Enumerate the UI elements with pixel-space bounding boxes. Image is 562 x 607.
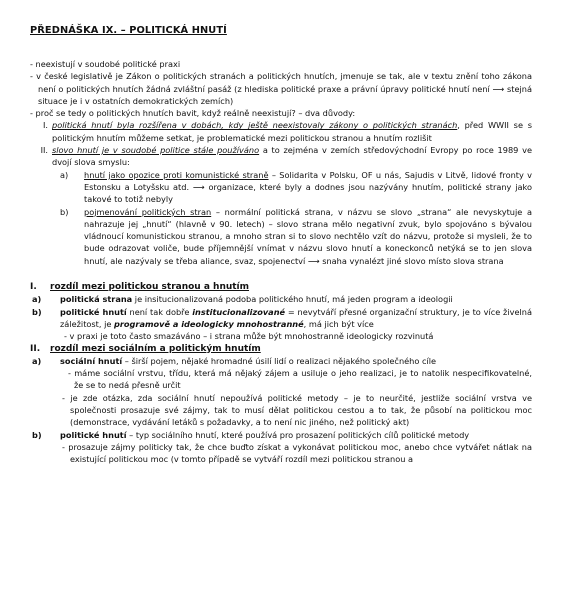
section-2b-text: – typ sociálního hnutí, které používá pro prosazení politických cílů politické metody: [126, 429, 470, 440]
reason-1-text: , před WWII se s politickým hnutím můžeme setkat, je problematické mezi politickou stranou a hnutím rozlišit: [52, 120, 532, 143]
reason-2a-text: – Solidarita v Polsku, OF u nás, Sajudis v Litvě, lidové fronty v Estonsku a Lotyšsku atd. ⟶ organizace, které byly a dodnes jsou nazývány hnutím, politické strany jako takové to totiž nebyly: [84, 169, 532, 205]
section-2a-detail-2: - je zde otázka, zda sociální hnutí nepoužívá politické metody – je to neurčité, jestliže sociální vrstva ve společnosti prosazuje své zájmy, tak to musí dělat politickou cestou a to tak, že působí na politickou moc (demonstrace, vydávání letáků s požadavky, a to není nic jiného, než politický akt): [62, 392, 532, 428]
document-body: [30, 58, 532, 466]
section-1b-text-2: = nevytváří přesné organizační struktury, je to více živelná záležitost, je: [60, 306, 532, 329]
section-1b-emphasis-2: programově a ideologicky mnohostranné: [114, 318, 304, 329]
section-2a: [30, 355, 532, 367]
section-2b-term: politické hnutí: [60, 429, 127, 440]
section-2a-letter: a): [32, 355, 42, 366]
section-1b-emphasis-1: institucionalizované: [192, 306, 286, 317]
section-1-heading: [30, 281, 532, 293]
section-1-number: I.: [30, 282, 37, 293]
reason-2a-underlined: hnutí jako opozice proti komunistické straně: [84, 169, 269, 180]
section-1a: [30, 293, 532, 305]
intro-line-1: - neexistují v soudobé politické praxi: [30, 59, 181, 69]
section-2a-term: sociální hnutí: [60, 355, 123, 366]
reason-1-number: I.: [42, 120, 48, 131]
page-title: PŘEDNÁŠKA IX. – POLITICKÁ HNUTÍ: [30, 25, 227, 36]
section-2b: [30, 429, 532, 441]
section-1b-term: politické hnutí: [60, 306, 127, 317]
reason-2a-letter: a): [60, 169, 69, 180]
section-1b: [30, 306, 532, 331]
section-1-note: - v praxi je toto často smazáváno – i strana může být mnohostranně ideologicky rozvinutá: [64, 331, 434, 342]
section-1a-term: politická strana: [60, 294, 133, 305]
reason-2-number: II.: [40, 145, 48, 156]
reason-2b-underlined: pojmenování politických stran: [84, 206, 212, 217]
reason-1-underlined: politická hnutí byla rozšířena v dobách, kdy ještě neexistovaly zákony o politických stranách: [52, 120, 458, 131]
section-1a-text: je insitucionalizovaná podoba politického hnutí, má jeden program a ideologii: [132, 294, 453, 305]
section-2b-detail-1: - prosazuje zájmy politicky tak, že chce buďto získat a vykonávat politickou moc, anebo chce vytvářet nátlak na existující politickou moc (v tomto případě se vytváří rozdíl mezi politickou stranou a: [62, 441, 532, 465]
reason-1: [30, 119, 532, 144]
reason-2b-letter: b): [60, 206, 69, 217]
section-1b-letter: b): [32, 306, 42, 317]
reason-2b: [30, 206, 532, 267]
section-2a-detail-1: - máme sociální vrstvu, třídu, která má nějaký zájem a usiluje o jeho realizaci, je to natolik nespecifikovatelné, že se to nedá přesně určit: [68, 368, 532, 391]
intro-line-3: - proč se tedy o politických hnutích bavit, když reálně neexistují? – dva důvody:: [30, 108, 356, 119]
section-1b-text-3: , má jich být více: [303, 318, 374, 329]
section-1-title: rozdíl mezi politickou stranou a hnutím: [50, 282, 250, 293]
reason-2-underlined: slovo hnutí je v soudobé politice stále používáno: [52, 145, 260, 156]
section-2b-letter: b): [32, 429, 42, 440]
reason-2a: [30, 169, 532, 206]
section-2-number: II.: [30, 343, 41, 354]
reason-2-text: a to zejména v zemích středovýchodní Evropy po roce 1989 ve dvojí slova smyslu:: [52, 145, 532, 168]
section-1a-letter: a): [32, 294, 42, 305]
reason-2: [30, 144, 532, 169]
section-2-heading: [30, 343, 532, 355]
reason-2b-text: – normální politická strana, v názvu se slovo „strana“ ale nevyskytuje a nahrazuje jej „hnutí“ (hlavně v 90. letech) – slovo strana mělo negativní zvuk, bylo spojováno s bývalou vládnoucí komunistickou stranou, a mnoho stran si to slovo nechtělo vzít do názvu, protože si mysleli, že to bude odrazovat voliče, bude příjemnější vnímat v názvu slovo hnutí a koneckonců netýká se to jen slova hnutí, ale nazývaly se třeba aliance, svaz, spojenectví ⟶ snaha vynalézt jiné slovo místo slova strana: [84, 206, 532, 266]
section-1b-text-1: není tak dobře: [126, 306, 193, 317]
intro-line-2: - v české legislativě je Zákon o politických stranách a politických hnutích, jmenuje se tak, ale v textu znění toho zákona není o politických hnutích žádná zvláštní pasáž (z hlediska politické praxe a právní úpravy politické hnutí není ⟶ stejná situace je i v ostatních demokratických zemích): [30, 71, 532, 106]
section-2a-text: – širší pojem, nějaké hromadné úsilí lidí o realizaci nějakého společného cíle: [122, 355, 437, 366]
section-2-title: rozdíl mezi sociálním a politickým hnutím: [50, 343, 261, 354]
